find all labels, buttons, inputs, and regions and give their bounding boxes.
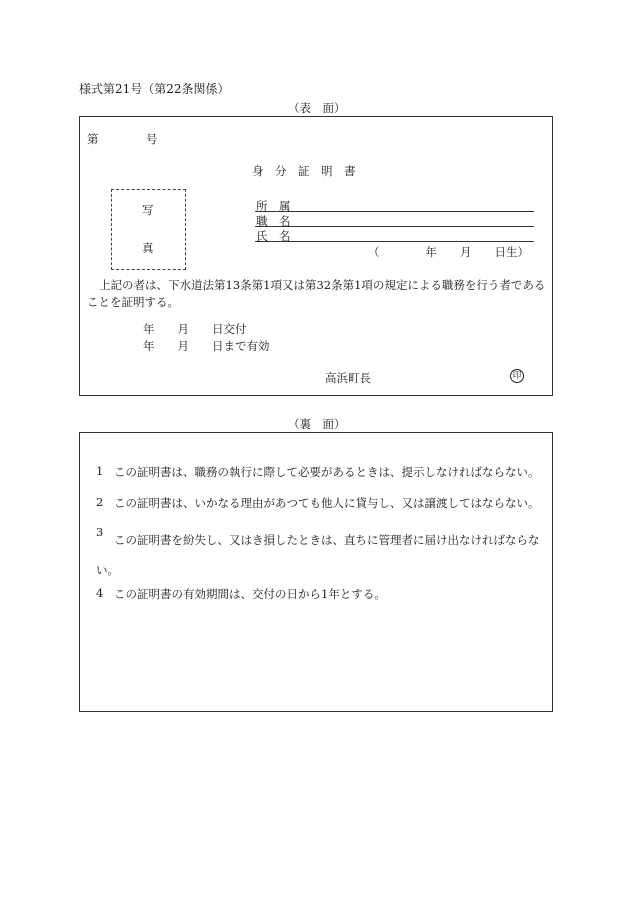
number-prefix: 第 xyxy=(87,132,99,146)
field-affiliation-label: 所 属 xyxy=(256,199,291,213)
field-affiliation-line xyxy=(255,211,534,212)
form-title: 様式第21号（第22条関係） xyxy=(79,82,230,96)
note-number: 4 xyxy=(96,586,104,600)
issuer: 高浜町長 xyxy=(325,371,371,385)
front-side-label: （表 面） xyxy=(288,101,346,115)
note-text: この証明書を紛失し、又はき損したときは、直ちに管理者に届け出なければならない。 xyxy=(96,533,540,577)
note-text: この証明書は、いかなる理由があつても他人に貸与し、又は譲渡してはならない。 xyxy=(114,496,540,510)
seal-icon: 印 xyxy=(510,369,524,383)
field-name-line xyxy=(255,241,534,242)
note-text: この証明書の有効期間は、交付の日から1年とする。 xyxy=(114,587,386,601)
field-name-label: 氏 名 xyxy=(256,229,291,243)
field-position-label: 職 名 xyxy=(256,214,291,228)
birth-date: （ 年 月 日生） xyxy=(368,245,529,259)
note-number: 1 xyxy=(96,464,104,478)
photo-label-bottom: 真 xyxy=(142,241,154,255)
field-position-line xyxy=(255,226,534,227)
issue-date: 年 月 日交付 xyxy=(143,322,247,336)
photo-label-top: 写 xyxy=(142,203,154,217)
note-number: 2 xyxy=(96,495,104,509)
note-text: この証明書は、職務の執行に際して必要があるときは、提示しなければならない。 xyxy=(114,465,540,479)
back-side-label: （裏 面） xyxy=(288,417,346,431)
note-number: 3 xyxy=(96,525,104,539)
valid-until: 年 月 日まで有効 xyxy=(143,339,270,353)
certification-text: 上記の者は、下水道法第13条第1項又は第32条第1項の規定による職務を行う者であることを証明する。 xyxy=(87,278,546,309)
card-title: 身 分 証 明 書 xyxy=(252,164,356,178)
number-suffix: 号 xyxy=(146,132,158,146)
